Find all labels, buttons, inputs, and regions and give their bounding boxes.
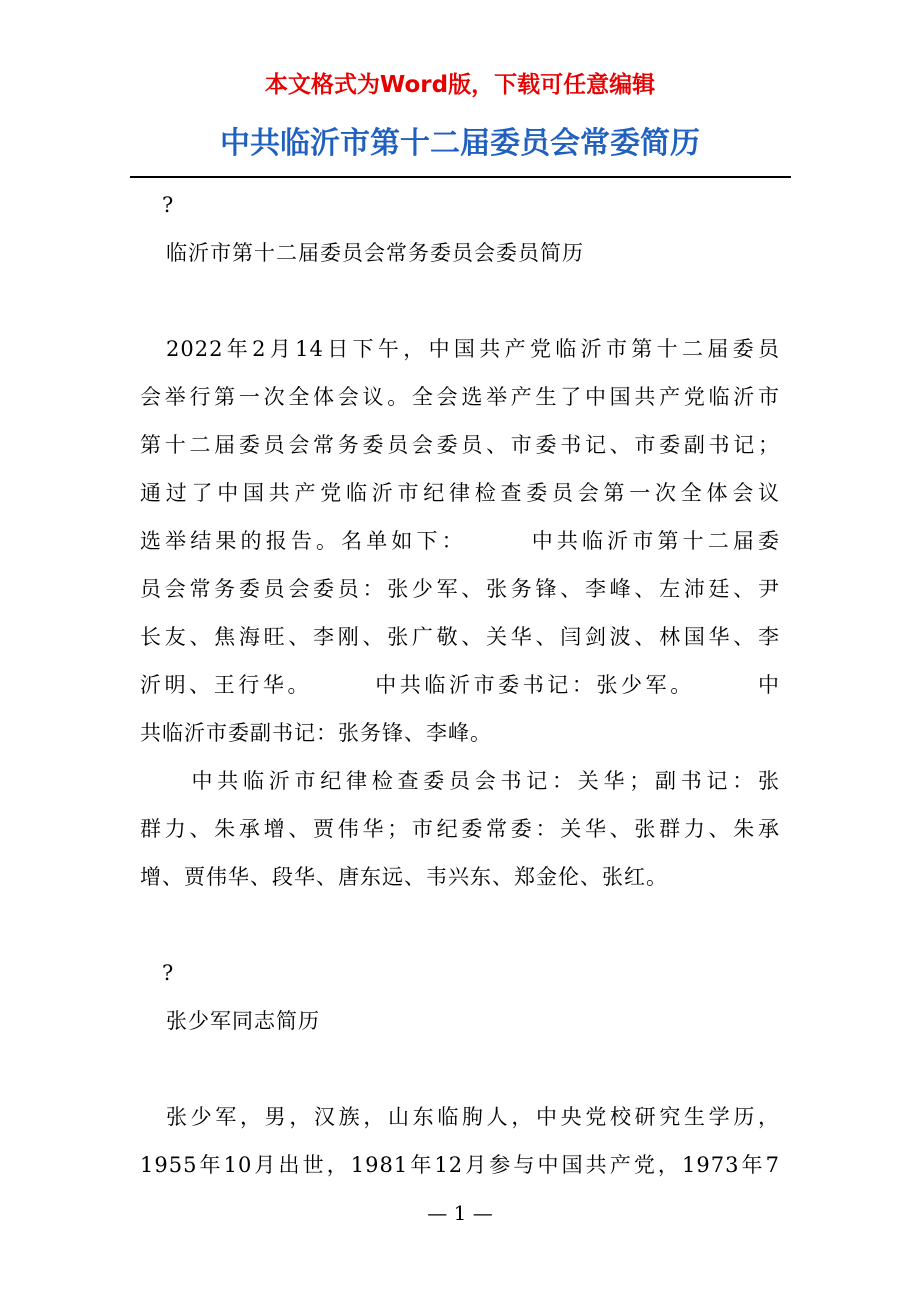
body-line: 2022年2月14日下午，中国共产党临沂市第十二届委员 bbox=[166, 337, 780, 361]
body-line: 通过了中国共产党临沂市纪律检查委员会第一次全体会议 bbox=[140, 481, 780, 505]
body-line: 沂明、王行华。 中共临沂市委书记：张少军。 中 bbox=[140, 673, 780, 697]
body-line: 中共临沂市纪律检查委员会书记：关华；副书记：张 bbox=[140, 769, 780, 793]
body-line: 选举结果的报告。名单如下： 中共临沂市第十二届委 bbox=[140, 529, 780, 553]
body-line: 共临沂市委副书记：张务锋、李峰。 bbox=[140, 721, 492, 745]
format-notice: 本文格式为Word版，下载可任意编辑 bbox=[264, 72, 656, 98]
body-line: 1955年10月出世，1981年12月参与中国共产党，1973年7 bbox=[140, 1153, 780, 1177]
body-line: 长友、焦海旺、李刚、张广敬、关华、闫剑波、林国华、李 bbox=[140, 625, 780, 649]
title-divider bbox=[130, 176, 791, 178]
body-line: 员会常务委员会委员：张少军、张务锋、李峰、左沛廷、尹 bbox=[140, 577, 780, 601]
placeholder-mark: ? bbox=[162, 193, 175, 217]
bio-heading: 张少军同志简历 bbox=[166, 1009, 320, 1033]
section-heading: 临沂市第十二届委员会常务委员会委员简历 bbox=[166, 241, 584, 265]
body-line: 群力、朱承增、贾伟华；市纪委常委：关华、张群力、朱承 bbox=[140, 817, 780, 841]
body-line: 增、贾伟华、段华、唐东远、韦兴东、郑金伦、张红。 bbox=[140, 865, 668, 889]
body-line: 会举行第一次全体会议。全会选举产生了中国共产党临沂市 bbox=[140, 385, 780, 409]
placeholder-mark: ? bbox=[162, 961, 175, 985]
body-line: 张少军，男，汉族，山东临朐人，中央党校研究生学历， bbox=[166, 1105, 780, 1129]
document-title: 中共临沂市第十二届委员会常委简历 bbox=[220, 126, 700, 161]
page-number: — 1 — bbox=[427, 1201, 493, 1225]
body-line: 第十二届委员会常务委员会委员、市委书记、市委副书记； bbox=[140, 433, 780, 457]
